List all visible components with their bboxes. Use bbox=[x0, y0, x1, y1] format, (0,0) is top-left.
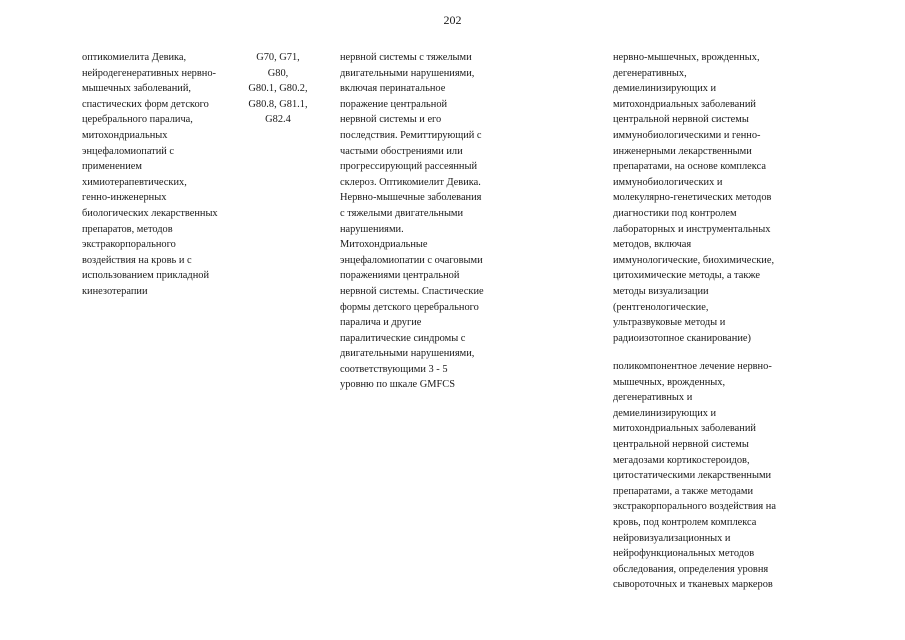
treatment-method-text-1: нервно-мышечных, врожденных, дегенеративных, демиелинизирующих и митохондриальных заболеваний центральной нервной системы иммунобиологическими и генно- инженерными лекарственными препаратами, на основе комплекса иммунобиологических и молекулярно-генетических методов диагностики под контролем лабораторных и инструментальных методов, включая иммунологические, биохимические, цитохимические методы, а также методы визуализации (рентгенологические, ультразвуковые методы и радиоизотопное сканирование) bbox=[613, 52, 775, 344]
treatment-method-text-2: поликомпонентное лечение нервно- мышечных, врожденных, дегенеративных и демиелинизирующих и митохондриальных заболеваний центральной нервной системы мегадозами кортикостероидов, цитостатическими лекарственными препаратами, а также методами экстракорпорального воздействия на кровь, под контролем комплекса нейровизуализационных и нейрофункциональных методов обследования, определения уровня сывороточных и тканевых маркеров bbox=[613, 361, 776, 591]
patient-model-text: нервной системы с тяжелыми двигательными нарушениями, включая перинатальное поражение центральной нервной системы и его последствия. Ремиттирующий с частыми обострениями или прогрессирующий рассеянный склероз. Оптикомиелит Девика. Нервно-мышечные заболевания с тяжелыми двигательными нарушениями. Митохондриальные энцефаломиопатии с очаговыми поражениями центральной нервной системы. Спастические формы детского церебрального паралича и другие паралитические синдромы с двигательными нарушениями, соответствующими 3 - 5 уровню по шкале GMFCS bbox=[340, 52, 484, 391]
icd-codes-text: G70, G71, G80, G80.1, G80.2, G80.8, G81.1, G82.4 bbox=[248, 52, 308, 126]
page-number: 202 bbox=[443, 13, 462, 27]
disease-group-text: оптикомиелита Девика, нейродегенеративных нервно- мышечных заболеваний, спастических форм детского церебрального паралича, митохондриальных энцефаломиопатий с применением химиотерапевтических, генно-инженерных биологических лекарственных препаратов, методов экстракорпорального воздействия на кровь и с использованием прикладной кинезотерапии bbox=[82, 52, 218, 297]
